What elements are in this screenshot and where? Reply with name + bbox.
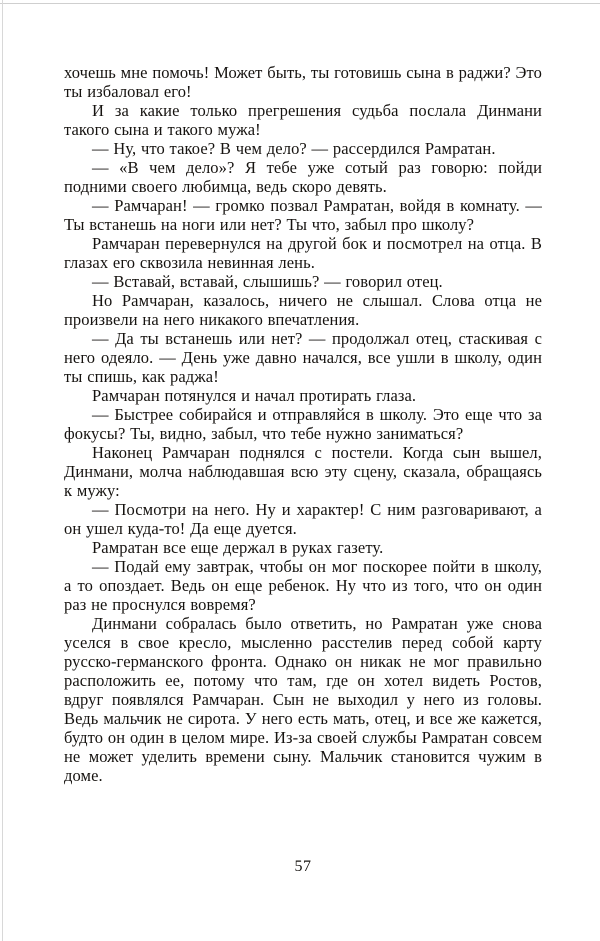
paragraph: Динмани собралась было ответить, но Рамратан уже снова уселся в свое кресло, мысленно расстелив перед собой карту русско-германского фронта. Однако он никак не мог правильно расположить ее, потому что там, где он хотел видеть Ростов, вдруг появлялся Рамчаран. Сын не выходил у него из головы. Ведь мальчик не сирота. У него есть мать, отец, и все же кажется, будто он один в целом мире. Из-за своей службы Рамратан совсем не может уделить времени сыну. Мальчик становится чужим в доме.: [64, 614, 542, 785]
paragraph: Наконец Рамчаран поднялся с постели. Когда сын вышел, Динмани, молча наблюдавшая всю эту сцену, сказала, обращаясь к мужу:: [64, 443, 542, 500]
paragraph: Рамчаран перевернулся на другой бок и посмотрел на отца. В глазах его сквозила невинная лень.: [64, 234, 542, 272]
paragraph: — Быстрее собирайся и отправляйся в школу. Это еще что за фокусы? Ты, видно, забыл, что тебе нужно заниматься?: [64, 405, 542, 443]
paragraph: И за какие только прегрешения судьба послала Динмани такого сына и такого мужа!: [64, 101, 542, 139]
page-number: 57: [294, 858, 312, 875]
paragraph: — Посмотри на него. Ну и характер! С ним разговаривают, а он ушел куда-то! Да еще дуется.: [64, 500, 542, 538]
paragraph: — Вставай, вставай, слышишь? — говорил отец.: [92, 272, 443, 291]
paragraph: хочешь мне помочь! Может быть, ты готовишь сына в раджи? Это ты избаловал его!: [64, 63, 542, 101]
paragraph: — Рамчаран! — громко позвал Рамратан, войдя в комнату. — Ты встанешь на ноги или нет? Ты что, забыл про школу?: [64, 196, 542, 234]
paragraph: — «В чем дело»? Я тебе уже сотый раз говорю: пойди подними своего любимца, ведь скоро девять.: [64, 158, 542, 196]
paragraph: — Да ты встанешь или нет? — продолжал отец, стаскивая с него одеяло. — День уже давно начался, все ушли в школу, один ты спишь, как раджа!: [64, 329, 542, 386]
paragraph: Рамратан все еще держал в руках газету.: [92, 538, 384, 557]
page-text: [64, 63, 542, 785]
scan-edge-top: [0, 3, 600, 4]
paragraph: Рамчаран потянулся и начал протирать глаза.: [92, 386, 417, 405]
paragraph: — Ну, что такое? В чем дело? — рассердился Рамратан.: [92, 139, 496, 158]
paragraph: Но Рамчаран, казалось, ничего не слышал. Слова отца не произвели на него никакого впечатления.: [64, 291, 542, 329]
paragraph: — Подай ему завтрак, чтобы он мог поскорее пойти в школу, а то опоздает. Ведь он еще ребенок. Ну что из того, что он один раз не проснулся вовремя?: [64, 557, 542, 614]
scan-edge-left: [2, 0, 3, 941]
